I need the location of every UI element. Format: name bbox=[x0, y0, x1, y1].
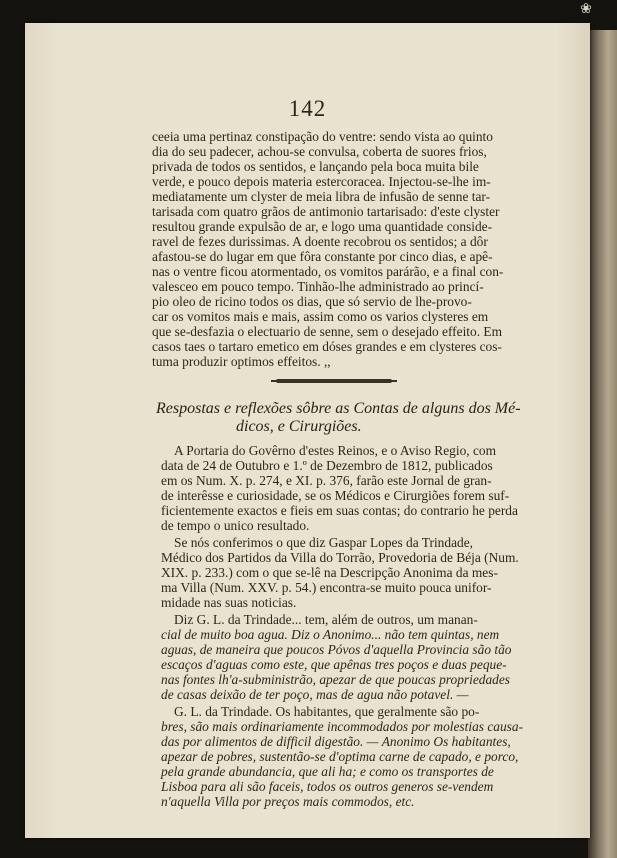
body-line: midade nas suas noticias. bbox=[161, 595, 297, 610]
quote-line: privada de todos os sentidos, e lançando pela boca muita bile bbox=[152, 159, 479, 174]
body-line: A Portaria do Govêrno d'estes Reinos, e o Aviso Regio, com bbox=[174, 443, 497, 458]
body-line: XIX. p. 233.) com o que se-lê na Descripção Anonima da mes- bbox=[161, 565, 498, 580]
page-number: 142 bbox=[288, 96, 327, 121]
quote-line: pio oleo de ricino todos os dias, que só servio de lhe-provo- bbox=[152, 294, 472, 309]
body-line: pela grande abundancia, que ali ha; e como os transportes de bbox=[161, 764, 494, 779]
body-line: apezar de pobres, sustentão-se d'optima carne de capado, e porco, bbox=[161, 749, 519, 764]
quote-line: ceeia uma pertinaz constipação do ventre: sendo vista ao quinto bbox=[152, 129, 493, 144]
quote-line: valesceo em pouco tempo. Tinhão-lhe administrado ao princí- bbox=[152, 279, 484, 294]
quote-line: tuma produzir optimos effeitos. ,, bbox=[152, 354, 331, 369]
quote-line: tarisada com quatro grãos de antimonio tartarisado: d'este clyster bbox=[152, 204, 500, 219]
quote-line: mediatamente um clyster de meia libra de infusão de senne tar- bbox=[152, 189, 491, 204]
quote-line: verde, e pouco depois materia estercoracea. Injectou-se-lhe im- bbox=[152, 174, 491, 189]
book-page bbox=[25, 23, 590, 838]
body-line: Se nós conferimos o que diz Gaspar Lopes da Trindade, bbox=[174, 535, 474, 550]
body-line: data de 24 de Outubro e 1.º de Dezembro de 1812, publicados bbox=[161, 458, 493, 473]
quote-line: resultou grande expulsão de ar, e logo uma quantidade conside- bbox=[152, 219, 493, 234]
body-line: escaços d'aguas como este, que apênas tres poços e duas peque- bbox=[161, 657, 507, 672]
body-line: n'aquella Villa por preços mais commodos, etc. bbox=[161, 794, 415, 809]
body-line: aguas, de maneira que poucos Póvos d'aquella Provincia são tão bbox=[161, 642, 512, 657]
body-line: Diz G. L. da Trindade... tem, além de outros, um manan- bbox=[174, 612, 478, 627]
body-line: Lisboa para ali são faceis, todos os outros generos se-vendem bbox=[161, 779, 494, 794]
section-title: Respostas e reflexões sôbre as Contas de alguns dos Mé- bbox=[156, 400, 521, 417]
body-line: ma Villa (Num. XXV. p. 54.) encontra-se muito pouca unifor- bbox=[161, 580, 492, 595]
quote-line: nas o ventre ficou atormentado, os vomitos parárão, e a final con- bbox=[152, 264, 504, 279]
body-line: ficientemente exactos e fieis em suas contas; do contrario he perda bbox=[161, 503, 518, 518]
body-line: das por alimentos de difficil digestão. — Anonimo Os habitantes, bbox=[161, 734, 511, 749]
quote-line: car os vomitos mais e mais, assim como os varios clysteres em bbox=[152, 309, 489, 324]
quote-line: ravel de fezes durissimas. A doente recobrou os sentidos; a dôr bbox=[152, 234, 488, 249]
body-line: de interêsse e curiosidade, se os Médicos e Cirurgiões forem suf- bbox=[161, 488, 510, 503]
body-line: G. L. da Trindade. Os habitantes, que geralmente são po- bbox=[174, 704, 480, 719]
body-line: nas fontes lh'a-subministrão, apezar de que poucas propriedades bbox=[161, 672, 511, 687]
quote-line: que se-desfazia o electuario de senne, sem o desejado effeito. Em bbox=[152, 324, 502, 339]
quote-line: casos taes o tartaro emetico em dóses grandes e em clysteres cos- bbox=[152, 339, 502, 354]
section-divider bbox=[276, 379, 392, 383]
section-title: dicos, e Cirurgiões. bbox=[236, 418, 362, 435]
body-line: Médico dos Partidos da Villa do Torrão, Provedoria de Béja (Num. bbox=[161, 550, 519, 565]
page-stack-edge bbox=[588, 30, 617, 858]
corner-mark: ❀ bbox=[580, 2, 592, 17]
body-line: de tempo o unico resultado. bbox=[161, 518, 310, 533]
body-line: de casas deixão de ter poço, mas de agua não potavel. — bbox=[161, 687, 469, 702]
body-line: cial de muito boa agua. Diz o Anonimo... não tem quintas, nem bbox=[161, 627, 500, 642]
body-line: em os Num. X. p. 274, e XI. p. 376, farão este Jornal de gran- bbox=[161, 473, 492, 488]
quote-line: dia do seu padecer, achou-se convulsa, coberta de suores frios, bbox=[152, 144, 487, 159]
body-line: bres, são mais ordinariamente incommodados por molestias causa- bbox=[161, 719, 524, 734]
quote-line: afastou-se do lugar em que fôra constante por cinco dias, e apê- bbox=[152, 249, 493, 264]
